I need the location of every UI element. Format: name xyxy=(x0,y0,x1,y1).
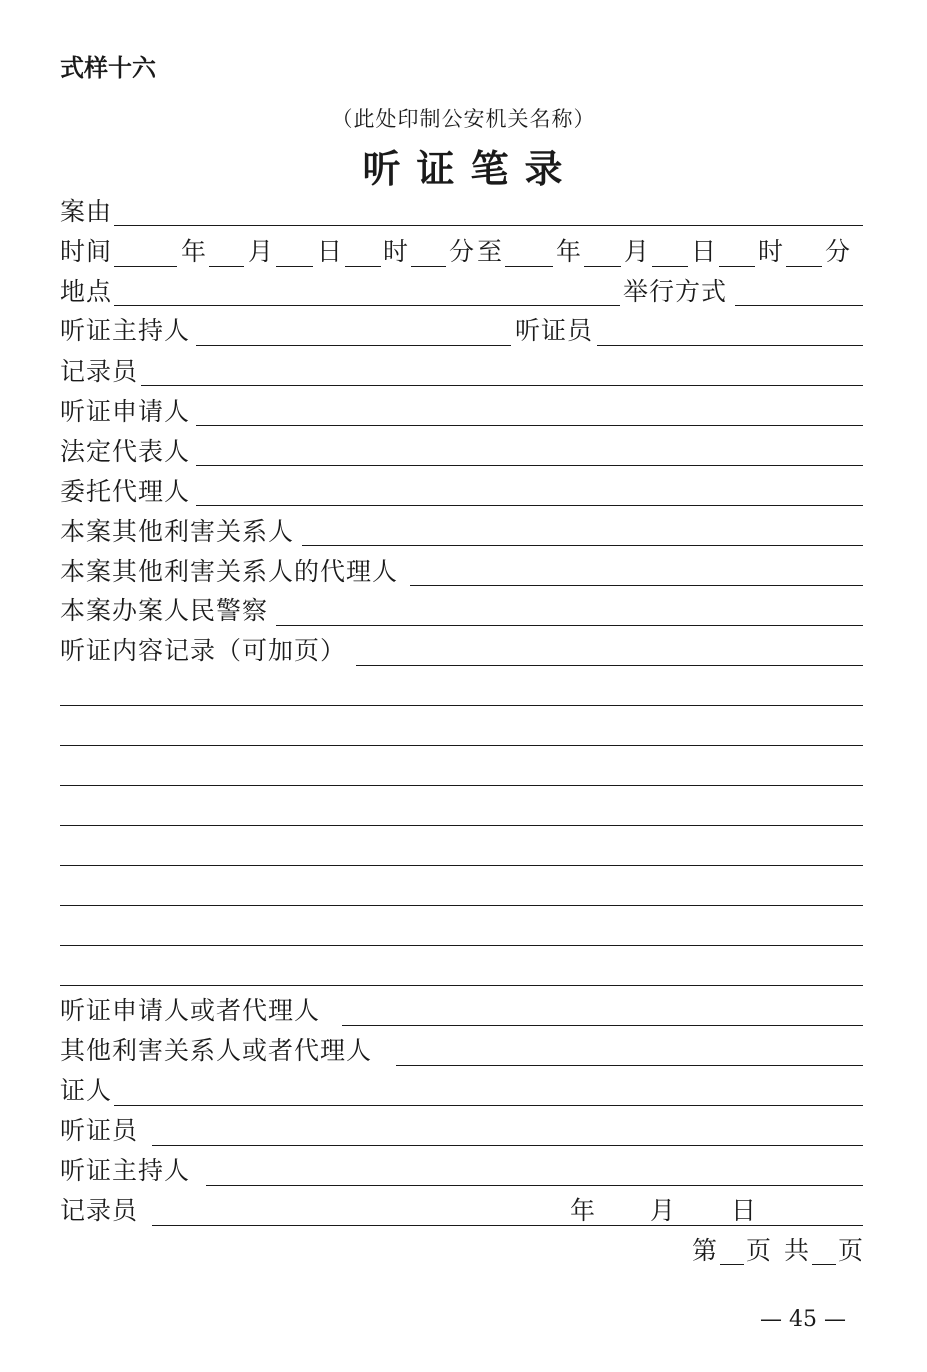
page-total-label: 共 xyxy=(784,1236,811,1265)
content-line[interactable] xyxy=(60,905,863,906)
sig-date-month-label: 月 xyxy=(650,1196,677,1225)
interested-field[interactable] xyxy=(302,545,863,546)
start-day-field[interactable] xyxy=(276,266,313,267)
end-minute-field[interactable] xyxy=(786,266,822,267)
content-line[interactable] xyxy=(60,825,863,826)
page-prefix-label: 第 xyxy=(692,1236,719,1265)
end-minute-label: 分 xyxy=(825,237,852,266)
style-tag: 式样十六 xyxy=(60,54,156,82)
agent-label: 委托代理人 xyxy=(60,477,191,506)
start-year-label: 年 xyxy=(181,237,208,266)
agent-field[interactable] xyxy=(196,505,863,506)
sig-hearing-officer-label: 听证员 xyxy=(60,1116,139,1145)
sig-applicant-label: 听证申请人或者代理人 xyxy=(60,996,321,1025)
sig-interested-label: 其他利害关系人或者代理人 xyxy=(60,1036,373,1065)
format-field[interactable] xyxy=(735,305,863,306)
sig-witness-label: 证人 xyxy=(60,1076,113,1105)
start-minute-label: 分 xyxy=(449,237,476,266)
start-month-label: 月 xyxy=(248,237,275,266)
end-month-field[interactable] xyxy=(584,266,621,267)
start-hour-field[interactable] xyxy=(345,266,381,267)
page-total-field[interactable] xyxy=(812,1264,836,1265)
sig-host-label: 听证主持人 xyxy=(60,1156,191,1185)
end-month-label: 月 xyxy=(624,237,651,266)
content-field[interactable] xyxy=(356,665,863,666)
page-number: — 45 — xyxy=(760,1307,846,1332)
end-hour-field[interactable] xyxy=(719,266,755,267)
end-year-label: 年 xyxy=(556,237,583,266)
page-title: 听证笔录 xyxy=(362,146,579,191)
case-field[interactable] xyxy=(114,225,863,226)
sig-interested-field[interactable] xyxy=(396,1065,863,1066)
interested-agent-label: 本案其他利害关系人的代理人 xyxy=(60,557,399,586)
page-mid-label: 页 xyxy=(746,1236,773,1265)
applicant-label: 听证申请人 xyxy=(60,397,191,426)
start-day-label: 日 xyxy=(317,237,344,266)
page-suffix-label: 页 xyxy=(838,1236,865,1265)
sig-applicant-field[interactable] xyxy=(342,1025,863,1026)
sig-witness-field[interactable] xyxy=(114,1105,863,1106)
end-hour-label: 时 xyxy=(758,237,785,266)
sig-host-field[interactable] xyxy=(206,1185,863,1186)
content-line[interactable] xyxy=(60,785,863,786)
host-label: 听证主持人 xyxy=(60,316,191,345)
content-label: 听证内容记录（可加页） xyxy=(60,636,347,665)
sig-date-day-label: 日 xyxy=(731,1196,758,1225)
time-to-label: 至 xyxy=(477,237,504,266)
case-label: 案由 xyxy=(60,197,113,226)
start-month-field[interactable] xyxy=(209,266,244,267)
police-field[interactable] xyxy=(276,625,863,626)
format-label: 举行方式 xyxy=(623,277,728,306)
sig-recorder-label: 记录员 xyxy=(60,1196,139,1225)
interested-agent-field[interactable] xyxy=(410,585,863,586)
end-day-field[interactable] xyxy=(652,266,688,267)
page-current-field[interactable] xyxy=(720,1264,744,1265)
content-line[interactable] xyxy=(60,705,863,706)
start-minute-field[interactable] xyxy=(411,266,446,267)
place-label: 地点 xyxy=(60,277,113,306)
org-name-note: （此处印制公安机关名称） xyxy=(331,107,596,131)
content-line[interactable] xyxy=(60,745,863,746)
applicant-field[interactable] xyxy=(196,425,863,426)
recorder-field[interactable] xyxy=(141,385,863,386)
content-line[interactable] xyxy=(60,865,863,866)
recorder-label: 记录员 xyxy=(60,357,139,386)
interested-label: 本案其他利害关系人 xyxy=(60,517,295,546)
hearing-officer-field[interactable] xyxy=(597,345,863,346)
start-hour-label: 时 xyxy=(383,237,410,266)
start-year-field[interactable] xyxy=(114,266,177,267)
end-day-label: 日 xyxy=(691,237,718,266)
hearing-officer-label: 听证员 xyxy=(515,316,594,345)
legal-rep-label: 法定代表人 xyxy=(60,437,191,466)
legal-rep-field[interactable] xyxy=(196,465,863,466)
place-field[interactable] xyxy=(114,305,620,306)
content-line[interactable] xyxy=(60,945,863,946)
sig-date-year-label: 年 xyxy=(570,1196,597,1225)
police-label: 本案办案人民警察 xyxy=(60,596,269,625)
time-label: 时间 xyxy=(60,237,113,266)
content-line[interactable] xyxy=(60,985,863,986)
end-year-field[interactable] xyxy=(505,266,553,267)
host-field[interactable] xyxy=(196,345,511,346)
sig-hearing-officer-field[interactable] xyxy=(152,1145,863,1146)
